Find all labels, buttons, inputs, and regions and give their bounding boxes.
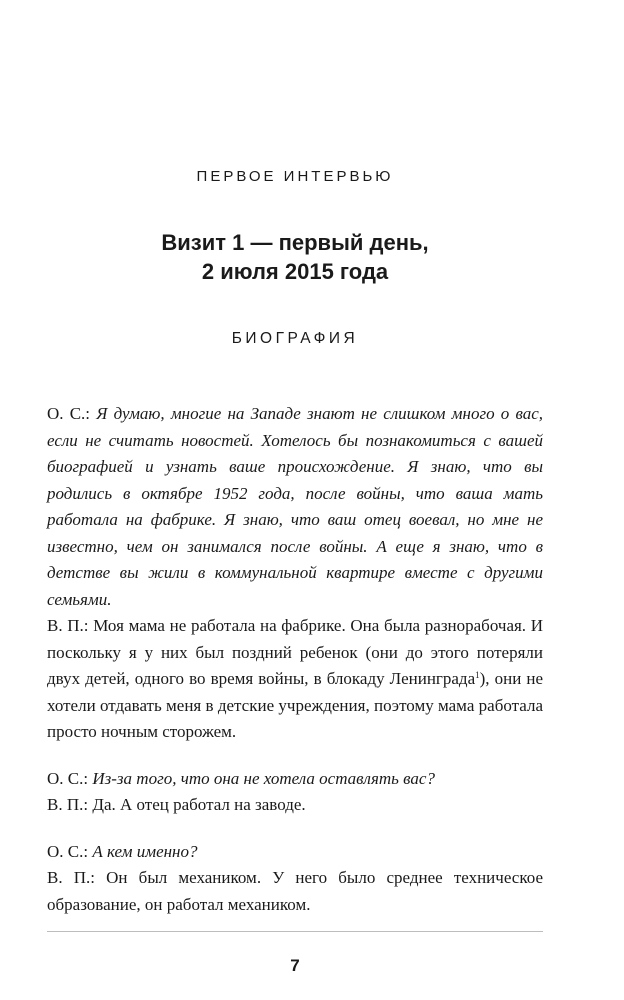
speaker-label: О. С.: (47, 768, 89, 788)
page-number: 7 (290, 956, 300, 975)
question-text: А кем именно? (92, 841, 198, 861)
subsection-label: БИОГРАФИЯ (231, 330, 359, 347)
chapter-title (0, 228, 590, 286)
speaker-label: В. П.: (47, 868, 95, 887)
chapter-title-line-2: 2 июля 2015 года (201, 259, 389, 284)
answer-paragraph (47, 792, 543, 819)
section-label: ПЕРВОЕ ИНТЕРВЬЮ (196, 168, 394, 185)
answer-text: Да. А отец работал на заводе. (92, 795, 306, 814)
speaker-label: О. С.: (47, 404, 91, 423)
interview-body (47, 401, 543, 918)
answer-paragraph (47, 865, 543, 918)
question-text: Из-за того, что она не хотела оставлять вас? (92, 768, 435, 788)
answer-text-continued: ), они не хотели отдавать меня в детские учреждения, поэтому мама работала просто ночным сторожем. (47, 669, 544, 741)
speaker-label: В. П.: (47, 795, 89, 814)
footer-divider (47, 931, 543, 932)
answer-text: Он был механиком. У него было среднее техническое образование, он работал механиком. (47, 868, 543, 914)
question-text: Я думаю, многие на Западе знают не слишком много о вас, если не считать новостей. Хотелось бы познакомиться с вашей биографией и узнать ваше происхождение. Я знаю, что вы родились в октябре 1952 года, после войны, что ваша мать работала на фабрике. Я знаю, что ваш отец воевал, но мне не известно, чем он занимался после войны. А еще я знаю, что в детстве вы жили в коммунальной квартире вместе с другими семьями. (47, 404, 544, 609)
question-paragraph (47, 839, 543, 866)
footnote-mark: 1 (475, 670, 480, 680)
question-paragraph (47, 401, 543, 613)
question-paragraph (47, 766, 543, 793)
speaker-label: В. П.: (47, 616, 89, 635)
answer-paragraph (47, 613, 543, 746)
speaker-label: О. С.: (47, 841, 89, 861)
answer-text: Моя мама не работала на фабрике. Она была разнорабочая. И поскольку я у них был поздний ребенок (они до этого потеряли двух детей, одного во время войны, в блокаду Ленинграда (47, 616, 544, 688)
chapter-title-line-1: Визит 1 — первый день, (161, 230, 429, 255)
